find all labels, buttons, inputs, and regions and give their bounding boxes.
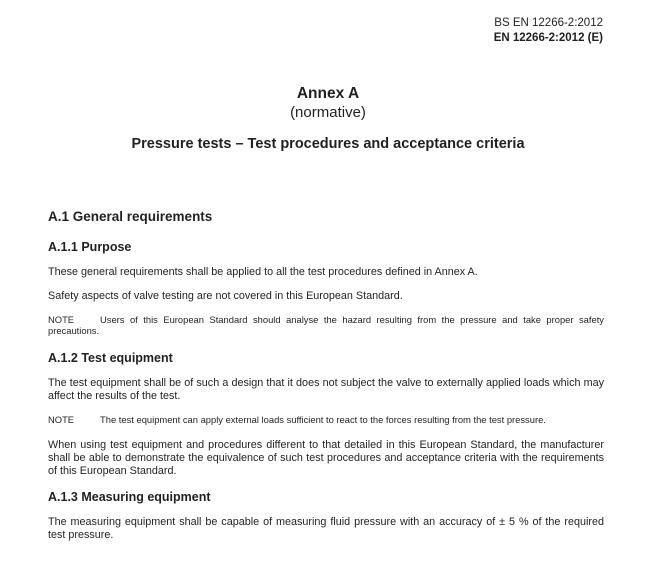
annex-title: Annex A <box>296 85 360 102</box>
section-a13-para1: The measuring equipment shall be capable of measuring fluid pressure with an accuracy of ± 5 % of the required test pressure. <box>48 516 604 541</box>
annex-subtitle: (normative) <box>290 104 366 121</box>
note-text: The test equipment can apply external loads sufficient to react to the forces resulting from the test pressure. <box>100 414 546 425</box>
note-label: NOTE <box>48 414 75 425</box>
section-a11-para1: These general requirements shall be applied to all the test procedures defined in Annex A. <box>48 266 478 278</box>
section-a12-para1: The test equipment shall be of such a design that it does not subject the valve to externally applied loads which may affect the results of the test. <box>48 377 604 402</box>
document-body <box>48 208 604 553</box>
section-a12-para2: When using test equipment and procedures different to that detailed in this European Standard, the manufacturer shall be able to demonstrate the equivalence of such test procedures and acceptance criteria with the requirements of this European Standard. <box>48 439 604 477</box>
note-label: NOTE <box>48 314 75 325</box>
document-header <box>494 16 603 46</box>
header-standard-en: EN 12266-2:2012 (E) <box>493 32 603 44</box>
section-a12-note <box>48 414 604 425</box>
header-standard-bs: BS EN 12266-2:2012 <box>494 17 603 29</box>
annex-title-block <box>0 84 656 154</box>
section-a11-para2: Safety aspects of valve testing are not covered in this European Standard. <box>48 290 403 302</box>
section-a12-heading: A.1.2 Test equipment <box>48 351 173 365</box>
section-a11-heading: A.1.1 Purpose <box>48 240 132 254</box>
section-a11-note <box>48 314 604 336</box>
section-a13-heading: A.1.3 Measuring equipment <box>48 490 211 504</box>
note-text: Users of this European Standard should analyse the hazard resulting from the pressure and take proper safety precautions. <box>48 314 604 336</box>
section-a1-heading: A.1 General requirements <box>48 209 213 224</box>
annex-heading: Pressure tests – Test procedures and acceptance criteria <box>131 136 525 152</box>
